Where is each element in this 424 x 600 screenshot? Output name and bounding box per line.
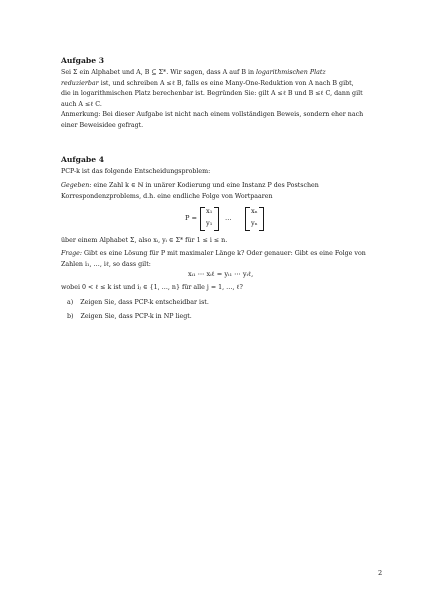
task3-line2: reduzierbar ist, und schreiben A ≤ℓ B, falls es eine Many-One-Reduktion von A nach B gibt,	[61, 79, 354, 87]
task4-question-line1: Frage: Gibt es eine Lösung für P mit maximaler Länge k? Oder genauer: Gibt es eine Folge von	[61, 250, 366, 257]
item-text: Zeigen Sie, dass PCP-k entscheidbar ist.	[80, 299, 209, 306]
item-text: Zeigen Sie, dass PCP-k in NP liegt.	[80, 313, 192, 320]
task4-given-line2: Korrespondenzproblems, d.h. eine endliche Folge von Wortpaaren	[61, 192, 273, 200]
item-marker: b)	[67, 313, 74, 320]
matrix-xn: xₙ	[251, 207, 258, 215]
page-number: 2	[378, 569, 383, 577]
task3-line1: Sei Σ ein Alphabet und A, B ⊆ Σ*. Wir sagen, dass A auf B in logarithmischen Platz	[61, 69, 326, 76]
task4-given-line1: Gegeben: eine Zahl k ∈ ℕ in unärer Kodierung und eine Instanz P des Postschen	[61, 182, 319, 189]
bracket-right-n	[259, 207, 264, 231]
pcp-equation: xᵢ₁ ⋯ xᵢℓ = yᵢ₁ ⋯ yᵢℓ,	[188, 270, 254, 278]
task4-item-b	[67, 312, 379, 323]
task4-intro: PCP-k ist das folgende Entscheidungsproblem:	[61, 168, 211, 175]
task4-condition: wobei 0 < ℓ ≤ k ist und iⱼ ∈ {1, …, n} für alle j = 1, …, ℓ?	[61, 284, 243, 291]
bracket-right-1	[214, 207, 219, 231]
task3-line3: die in logarithmischen Platz berechenbar ist. Begründen Sie: gilt A ≤ℓ B und B ≤ℓ C, dann gilt	[61, 90, 363, 97]
matrix-y1: y₁	[206, 219, 213, 227]
task4-alphabet-line: über einem Alphabet Σ, also xᵢ, yᵢ ∈ Σ* für 1 ≤ i ≤ n.	[61, 237, 228, 244]
task3-line4: auch A ≤ℓ C.	[61, 100, 102, 108]
task4-heading: Aufgabe 4	[61, 155, 104, 164]
bracket-left-1	[200, 207, 205, 231]
bracket-left-n	[245, 207, 250, 231]
task3-heading: Aufgabe 3	[61, 56, 104, 65]
item-marker: a)	[67, 299, 74, 306]
matrix-dots: …	[225, 214, 232, 222]
matrix-x1: x₁	[206, 207, 213, 215]
task3-note-line2: einer Beweisidee gefragt.	[61, 121, 144, 129]
task4-item-a	[67, 298, 379, 309]
matrix-yn: yₙ	[251, 219, 258, 227]
task4-question-line2: Zahlen i₁, …, iℓ, so dass gilt:	[61, 260, 151, 268]
matrix-lhs: P =	[185, 214, 198, 222]
task3-note-line1: Anmerkung: Bei dieser Aufgabe ist nicht nach einem vollständigen Beweis, sondern eher nach	[61, 111, 364, 118]
